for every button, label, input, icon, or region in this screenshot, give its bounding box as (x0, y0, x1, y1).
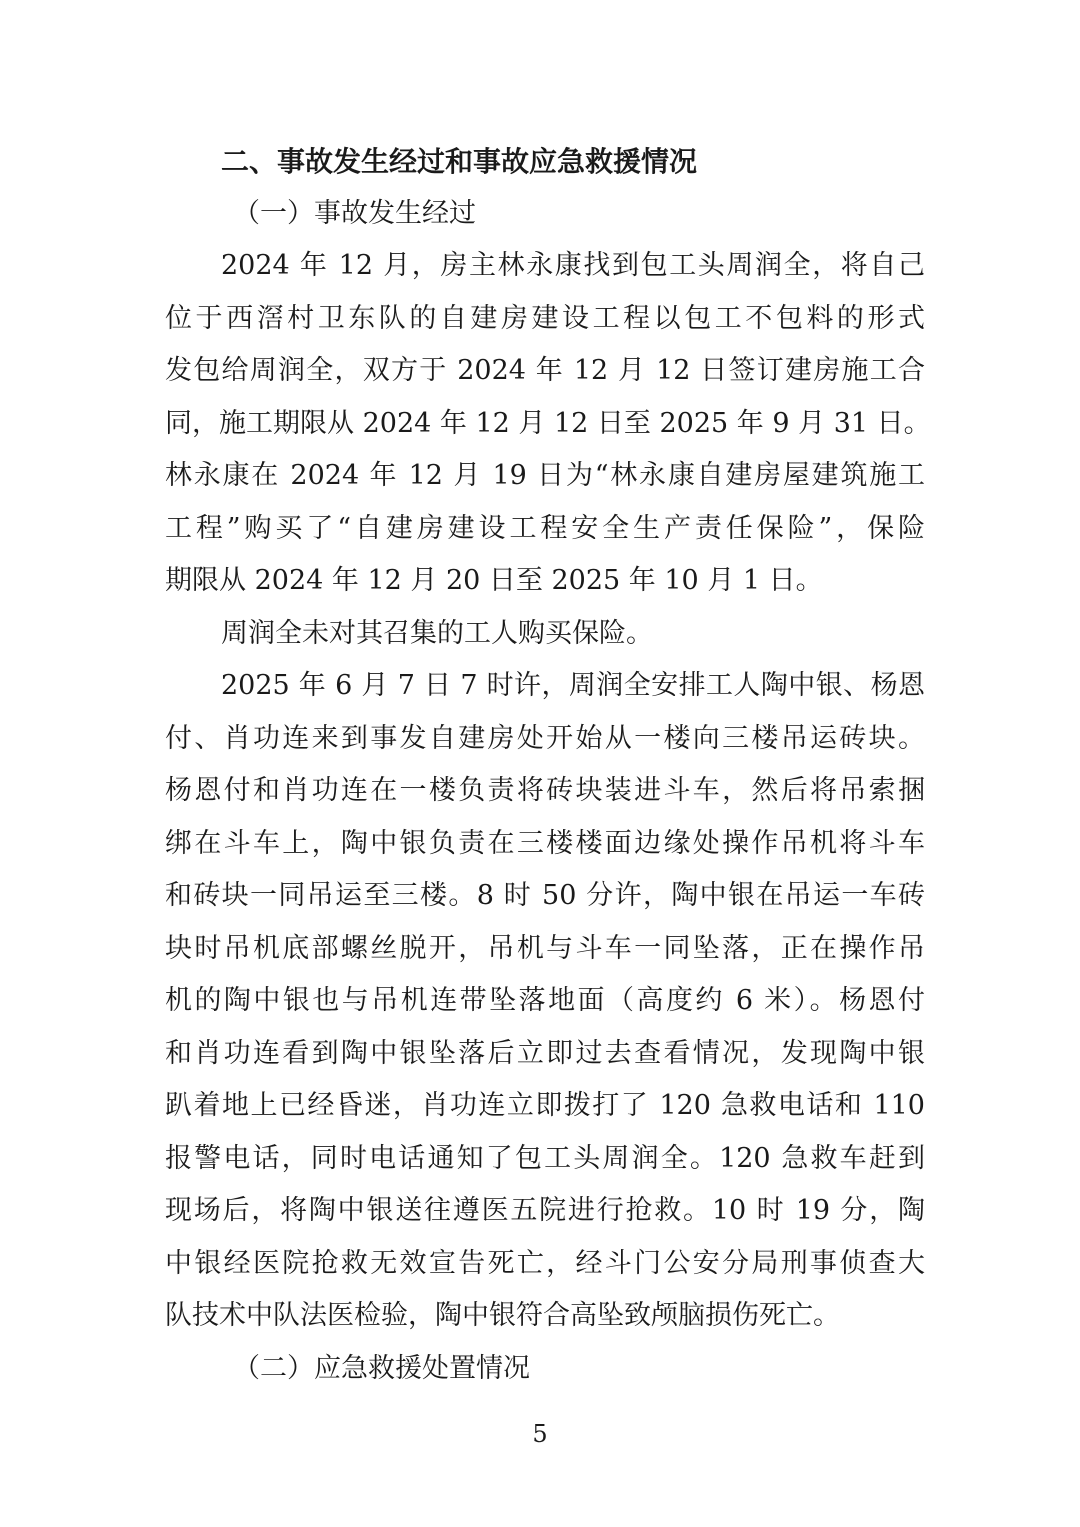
text-line: 和肖功连看到陶中银坠落后立即过去查看情况，发现陶中银 (165, 1037, 925, 1069)
section-heading: 二、事故发生经过和事故应急救援情况 (221, 145, 698, 178)
subsection-heading-2: （二）应急救援处置情况 (233, 1352, 530, 1384)
text-line: 期限从 2024 年 12 月 20 日至 2025 年 10 月 1 日。 (165, 565, 823, 596)
paragraph-1 (165, 240, 931, 608)
paragraph-2 (165, 608, 925, 661)
text-line: 趴着地上已经昏迷，肖功连立即拨打了 120 急救电话和 110 (165, 1090, 925, 1121)
text-line: 机的陶中银也与吊机连带坠落地面（高度约 6 米）。杨恩付 (165, 985, 925, 1016)
text-line: 队技术中队法医检验，陶中银符合高坠致颅脑损伤死亡。 (165, 1300, 840, 1331)
text-line: 2024 年 12 月，房主林永康找到包工头周润全，将自己 (221, 250, 925, 281)
text-line: 周润全未对其召集的工人购买保险。 (221, 617, 653, 649)
text-line: 绑在斗车上，陶中银负责在三楼楼面边缘处操作吊机将斗车 (165, 827, 925, 859)
text-line: 工程”购买了“自建房建设工程安全生产责任保险”，保险 (165, 512, 925, 544)
text-line: 杨恩付和肖功连在一楼负责将砖块装进斗车，然后将吊索捆 (165, 775, 925, 806)
text-line: 付、肖功连来到事发自建房处开始从一楼向三楼吊运砖块。 (165, 722, 925, 754)
text-line: 位于西滘村卫东队的自建房建设工程以包工不包料的形式 (165, 302, 925, 334)
text-line: 林永康在 2024 年 12 月 19 日为“林永康自建房屋建筑施工 (165, 460, 925, 491)
page-content (165, 136, 931, 1395)
text-line: 块时吊机底部螺丝脱开，吊机与斗车一同坠落，正在操作吊 (165, 932, 925, 964)
text-line: 现场后，将陶中银送往遵医五院进行抢救。10 时 19 分，陶 (165, 1195, 925, 1226)
paragraph-3 (165, 660, 925, 1343)
page-number: 5 (532, 1420, 548, 1448)
text-line: 同，施工期限从 2024 年 12 月 12 日至 2025 年 9 月 31 日。 (165, 407, 931, 439)
text-line: 2025 年 6 月 7 日 7 时许，周润全安排工人陶中银、杨恩 (221, 670, 925, 701)
text-line: 和砖块一同吊运至三楼。8 时 50 分许，陶中银在吊运一车砖 (165, 880, 925, 911)
text-line: 中银经医院抢救无效宣告死亡，经斗门公安分局刑事侦查大 (165, 1247, 925, 1279)
text-line: 报警电话，同时电话通知了包工头周润全。120 急救车赶到 (165, 1142, 925, 1174)
text-line: 发包给周润全，双方于 2024 年 12 月 12 日签订建房施工合 (165, 355, 925, 386)
subsection-heading-1: （一）事故发生经过 (233, 198, 476, 229)
